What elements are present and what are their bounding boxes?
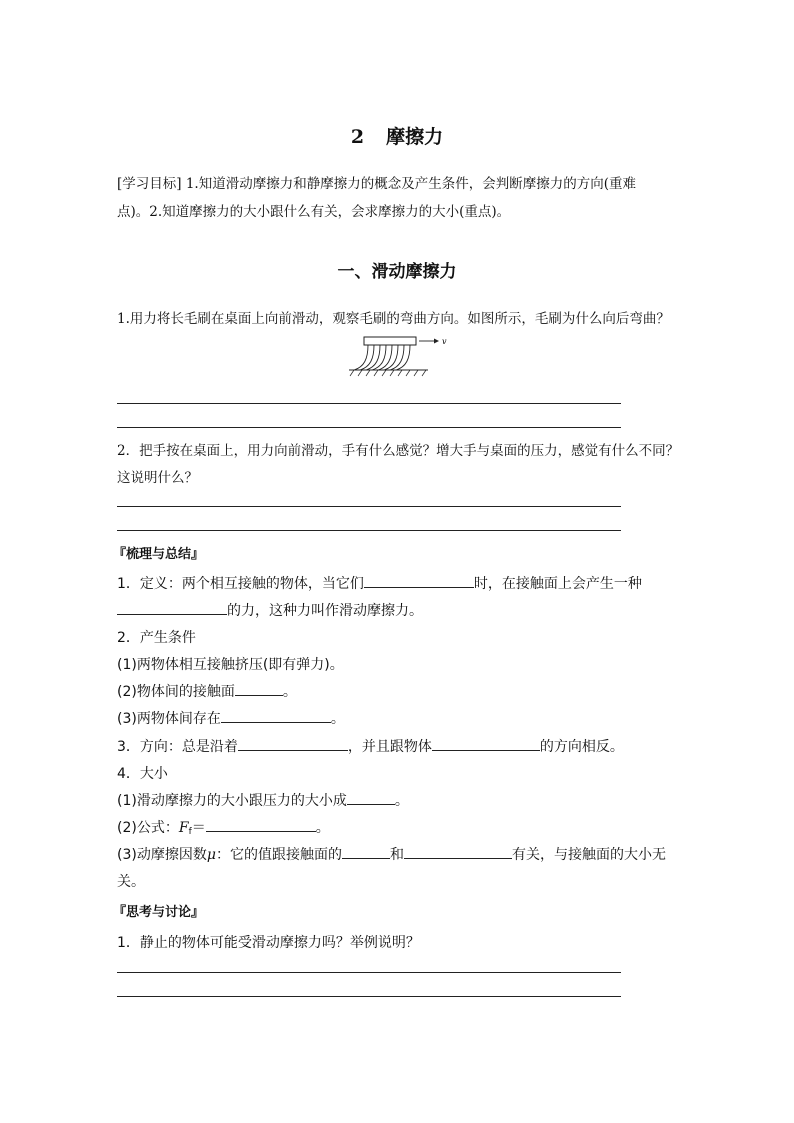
magnitude-formula xyxy=(117,817,330,837)
formula-equals: ＝ xyxy=(191,820,206,836)
answer-line-q1-b[interactable] xyxy=(117,427,621,428)
formula-force-symbol: F xyxy=(178,820,189,836)
page-title xyxy=(0,122,794,149)
blank-magnitude-1[interactable] xyxy=(347,792,395,805)
magnitude-heading: 4．大小 xyxy=(117,766,168,782)
discussion-tag: 『思考与讨论』 xyxy=(113,905,205,920)
condition-1: (1)两物体相互接触挤压(即有弹力)。 xyxy=(117,657,344,673)
discussion-question-1: 1．静止的物体可能受滑动摩擦力吗？举例说明？ xyxy=(117,935,420,951)
table-hatching xyxy=(350,370,426,376)
condition-2-end: 。 xyxy=(282,684,297,700)
blank-coefficient-2[interactable] xyxy=(404,846,512,859)
summary-tag: 『梳理与总结』 xyxy=(113,547,205,562)
direction-text-b: ，并且跟物体 xyxy=(347,739,432,755)
definition-text-a: 1．定义：两个相互接触的物体，当它们 xyxy=(117,576,364,592)
answer-line-q2-b[interactable] xyxy=(117,530,621,531)
answer-line-q1-a[interactable] xyxy=(117,403,621,404)
answer-line-discussion-b[interactable] xyxy=(117,996,621,997)
magnitude-3-line-2: 关。 xyxy=(117,874,145,890)
mu-symbol: μ xyxy=(206,847,216,863)
condition-3-text: (3)两物体间存在 xyxy=(117,711,221,727)
condition-3-end: 。 xyxy=(330,711,345,727)
definition-text-b: 时，在接触面上会产生一种 xyxy=(473,576,642,592)
formula-label: (2)公式： xyxy=(117,820,179,836)
condition-2 xyxy=(117,681,297,701)
coefficient-label: (3)动摩擦因数 xyxy=(117,847,207,863)
coefficient-text-b: ：它的值跟接触面的 xyxy=(215,847,342,863)
direction-text-c: 的方向相反。 xyxy=(539,739,624,755)
title-text: 摩擦力 xyxy=(386,126,444,148)
magnitude-1-text: (1)滑动摩擦力的大小跟压力的大小成 xyxy=(117,793,347,809)
question-2-line-1: 2．把手按在桌面上，用力向前滑动，手有什么感觉？增大手与桌面的压力，感觉有什么不同？ xyxy=(117,443,680,459)
section-heading-sliding-friction: 一、滑动摩擦力 xyxy=(337,262,457,282)
answer-line-discussion-a[interactable] xyxy=(117,972,621,973)
magnitude-1-end: 。 xyxy=(394,793,409,809)
direction-text-a: 3．方向：总是沿着 xyxy=(117,739,238,755)
direction-line xyxy=(117,736,624,756)
objectives-line-1: [学习目标] 1.知道滑动摩擦力和静摩擦力的概念及产生条件，会判断摩擦力的方向(重难 xyxy=(117,176,636,192)
coefficient-text-c: 和 xyxy=(389,847,404,863)
formula-end: 。 xyxy=(315,820,330,836)
blank-direction-2[interactable] xyxy=(432,738,540,751)
magnitude-3-line-1 xyxy=(117,844,666,864)
coefficient-text-d: 有关，与接触面的大小无 xyxy=(511,847,666,863)
blank-formula[interactable] xyxy=(206,819,316,832)
formula-subscript: f xyxy=(188,827,192,837)
blank-definition-2[interactable] xyxy=(117,602,227,615)
blank-direction-1[interactable] xyxy=(238,738,348,751)
condition-3 xyxy=(117,708,345,728)
brush-head xyxy=(364,337,416,345)
title-number: 2 xyxy=(350,126,365,148)
definition-line-1 xyxy=(117,573,642,593)
blank-definition-1[interactable] xyxy=(364,575,474,588)
definition-line-2 xyxy=(117,600,423,620)
blank-condition-2[interactable] xyxy=(235,683,283,696)
magnitude-1 xyxy=(117,790,409,810)
velocity-label: v xyxy=(442,337,447,346)
brush-sliding-figure xyxy=(346,333,450,379)
blank-coefficient-1[interactable] xyxy=(342,846,390,859)
conditions-heading: 2．产生条件 xyxy=(117,630,196,646)
condition-2-text: (2)物体间的接触面 xyxy=(117,684,235,700)
question-1-text: 1.用力将长毛刷在桌面上向前滑动，观察毛刷的弯曲方向。如图所示，毛刷为什么向后弯曲？ xyxy=(117,311,670,327)
definition-text-c: 的力，这种力叫作滑动摩擦力。 xyxy=(227,603,423,619)
answer-line-q2-a[interactable] xyxy=(117,506,621,507)
blank-condition-3[interactable] xyxy=(221,710,331,723)
brush-bristles xyxy=(354,345,410,370)
question-2-line-2: 这说明什么？ xyxy=(117,470,198,486)
objectives-line-2: 点)。2.知道摩擦力的大小跟什么有关，会求摩擦力的大小(重点)。 xyxy=(117,204,511,220)
